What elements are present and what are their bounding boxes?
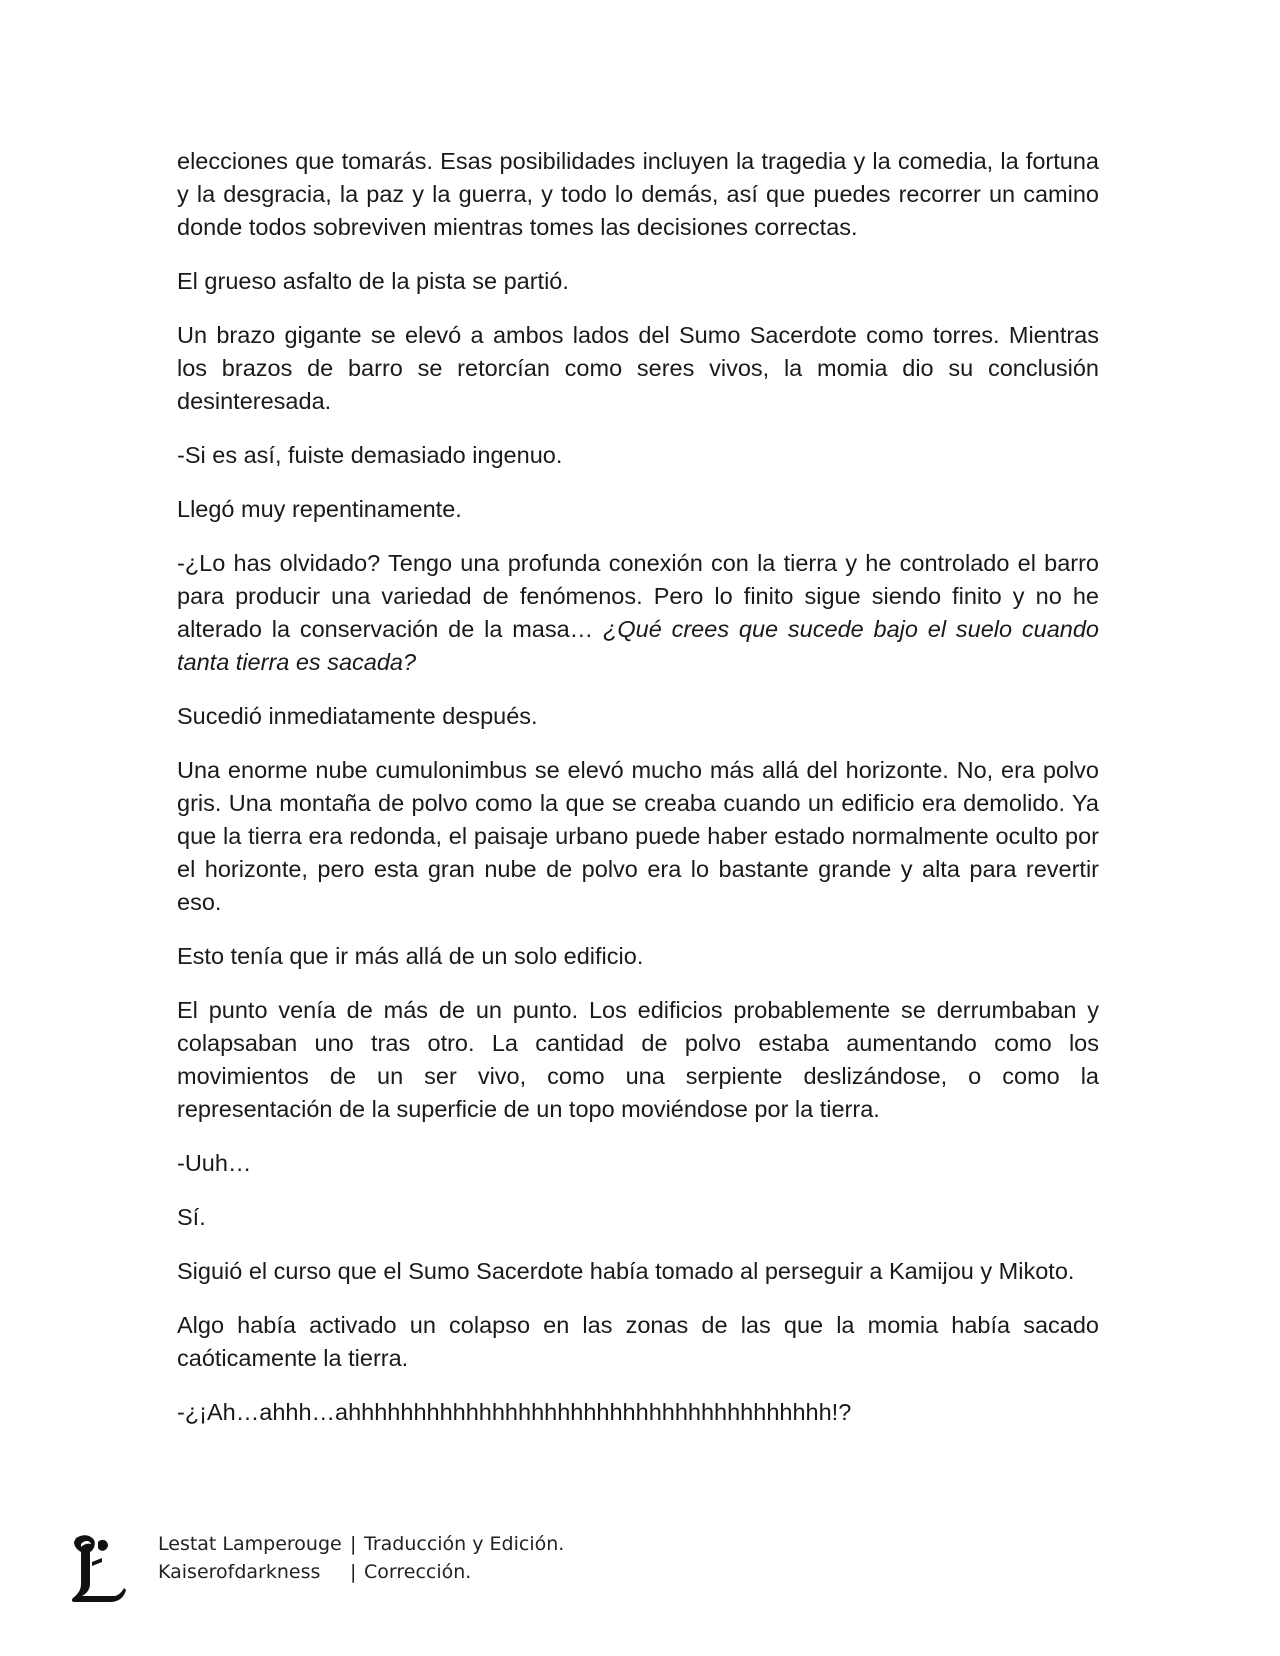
paragraph: elecciones que tomarás. Esas posibilidades incluyen la tragedia y la comedia, la fortuna y la desgracia, la paz y la guerra, y todo lo demás, así que puedes recorrer un camino donde todos sobreviven mientras tomes las decisiones correctas.	[177, 148, 1099, 240]
paragraph: Sí.	[177, 1204, 206, 1230]
paragraph: El grueso asfalto de la pista se partió.	[177, 268, 569, 294]
credits	[158, 1530, 564, 1586]
paragraph: -Uuh…	[177, 1150, 252, 1176]
paragraph: -Si es así, fuiste demasiado ingenuo.	[177, 442, 563, 468]
paragraph: Esto tenía que ir más allá de un solo edificio.	[177, 943, 644, 969]
credit-name: Lestat Lamperouge	[158, 1533, 342, 1555]
gothic-l-logo	[68, 1532, 128, 1604]
paragraph: Algo había activado un colapso en las zonas de las que la momia había sacado caóticamente la tierra.	[177, 1312, 1099, 1371]
paragraph: Un brazo gigante se elevó a ambos lados del Sumo Sacerdote como torres. Mientras los brazos de barro se retorcían como seres vivos, la momia dio su conclusión desinteresada.	[177, 322, 1099, 414]
credit-row	[158, 1530, 564, 1558]
page-body	[177, 145, 1099, 1450]
credit-role: Traducción y Edición.	[364, 1533, 565, 1555]
paragraph-text: -¿Lo has olvidado? Tengo una profunda conexión con la tierra y he controlado el barro para producir una variedad de fenómenos. Pero lo finito sigue siendo finito y no he alterado la conservación de la masa…	[177, 550, 1099, 642]
paragraph-italic-text: ¿Qué crees que sucede bajo el suelo cuando tanta tierra es sacada?	[177, 616, 1099, 675]
credit-separator: |	[350, 1533, 357, 1555]
paragraph: Siguió el curso que el Sumo Sacerdote había tomado al perseguir a Kamijou y Mikoto.	[177, 1258, 1075, 1284]
paragraph	[177, 547, 1099, 679]
credit-role: Corrección.	[364, 1561, 472, 1583]
credit-separator: |	[350, 1561, 357, 1583]
credit-name: Kaiserofdarkness	[158, 1561, 321, 1583]
paragraph: Sucedió inmediatamente después.	[177, 703, 538, 729]
paragraph: -¿¡Ah…ahhh…ahhhhhhhhhhhhhhhhhhhhhhhhhhhhhhhhhhhhh!?	[177, 1399, 852, 1425]
page-footer	[68, 1530, 768, 1630]
paragraph: El punto venía de más de un punto. Los edificios probablemente se derrumbaban y colapsaban uno tras otro. La cantidad de polvo estaba aumentando como los movimientos de un ser vivo, como una serpiente deslizándose, o como la representación de la superficie de un topo moviéndose por la tierra.	[177, 997, 1099, 1122]
paragraph: Llegó muy repentinamente.	[177, 496, 462, 522]
credit-row	[158, 1558, 564, 1586]
paragraph: Una enorme nube cumulonimbus se elevó mucho más allá del horizonte. No, era polvo gris. Una montaña de polvo como la que se creaba cuando un edificio era demolido. Ya que la tierra era redonda, el paisaje urbano puede haber estado normalmente oculto por el horizonte, pero esta gran nube de polvo era lo bastante grande y alta para revertir eso.	[177, 757, 1099, 915]
